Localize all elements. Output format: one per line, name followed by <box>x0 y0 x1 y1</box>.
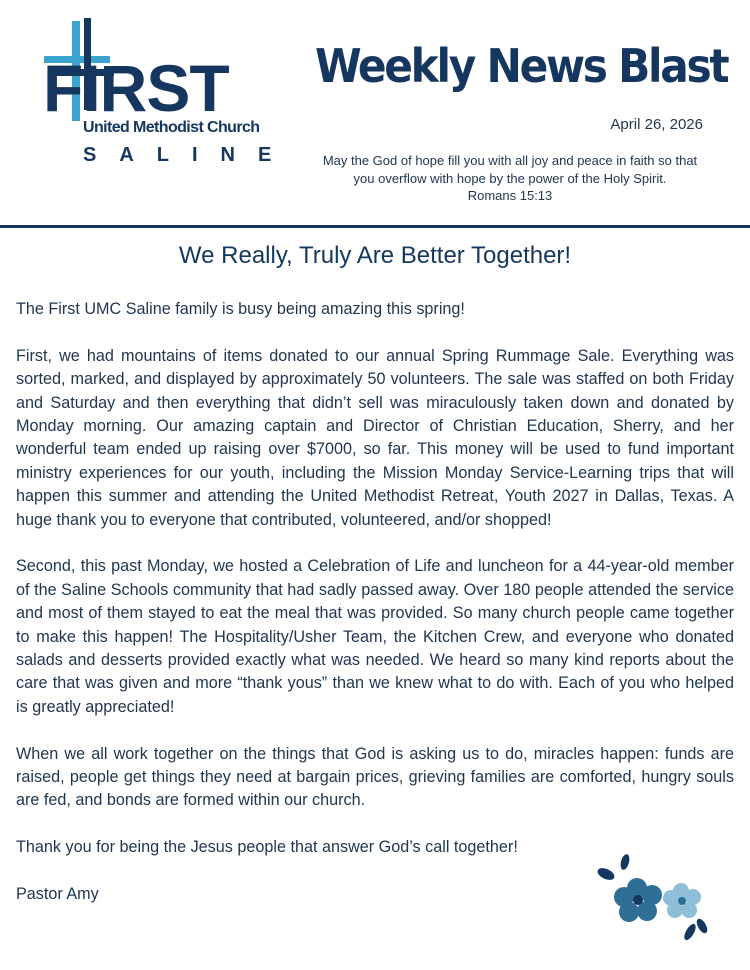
page-title: Weekly News Blast <box>315 39 728 93</box>
article-body <box>16 298 734 930</box>
flowers-decoration-icon <box>592 852 722 952</box>
issue-date: April 26, 2026 <box>610 116 703 133</box>
article-paragraph: Thank you for being the Jesus people that answer God’s call together! <box>16 838 518 857</box>
verse-line: May the God of hope fill you with all joy and peace in faith so that <box>322 153 698 168</box>
verse-reference: Romans 15:13 <box>467 188 553 203</box>
newsletter-header <box>0 0 750 226</box>
signature: Pastor Amy <box>16 885 99 904</box>
logo-city: SALINE <box>83 144 295 166</box>
logo-subtitle: United Methodist Church <box>83 119 260 136</box>
article-paragraph: The First UMC Saline family is busy being amazing this spring! <box>16 300 465 318</box>
verse-line: you overflow with hope by the power of the Holy Spirit. <box>353 170 667 186</box>
article-paragraph: When we all work together on the things that God is asking us to do, miracles happen: funds are raised, people get things they need at bargain prices, grieving families are comforted, hungry souls are fed, and bonds are formed within our church. <box>16 744 734 810</box>
scripture-verse <box>305 152 715 205</box>
logo-wordmark: FIRST <box>43 51 229 125</box>
article-paragraph: First, we had mountains of items donated to our annual Spring Rummage Sale. Everything was sorted, marked, and displayed by approximately 50 volunteers. The sale was staffed on both Friday and Saturday and then everything that didn’t sell was miraculously taken down and donated by Monday morning. Our amazing captain and Director of Christian Education, Sherry, and her wonderful team ended up raising over $7000, so far. This money will be used to fund important ministry experiences for our youth, including the Mission Monday Service-Learning trips that will happen this summer and attending the United Methodist Retreat, Youth 2027 in Dallas, Texas. A huge thank you to everyone that contributed, volunteered, and/or shopped! <box>16 346 734 529</box>
article-paragraph: Second, this past Monday, we hosted a Celebration of Life and luncheon for a 44-year-old member of the Saline Schools community that had sadly passed away. Over 180 people attended the service and most of them stayed to eat the meal that was provided. So many church people came together to make this happen! The Hospitality/Usher Team, the Kitchen Crew, and everyone who donated salads and desserts provided exactly what was needed. We heard so many kind reports about the care that was given and more “thank yous” than we knew what to do with. Each of you who helped is greatly appreciated! <box>16 557 734 716</box>
header-divider <box>0 225 750 228</box>
article-headline: We Really, Truly Are Better Together! <box>178 242 572 269</box>
